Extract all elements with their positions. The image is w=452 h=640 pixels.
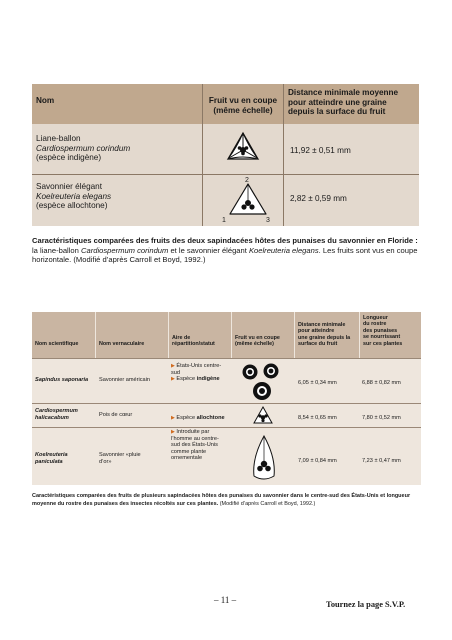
header-nom (32, 84, 202, 124)
header-aire-line1: Aire de (172, 335, 191, 341)
header-dist-line4: surface du fruit (298, 341, 338, 348)
header-vernacular-name (96, 312, 168, 358)
t2-row1-rostre: 6,88 ± 0,82 mm (362, 380, 401, 386)
t2-row3-aire-l5: ornementale (171, 455, 203, 462)
bullet-triangle-icon: ▶ (171, 363, 175, 369)
diagram-label-1: 1 (222, 217, 226, 224)
row1-common-name: Liane-ballon (36, 134, 81, 143)
t2-row3-aire-l2: l’homme au centre- (171, 435, 219, 442)
t2-row1-vern: Savonnier américain (99, 377, 150, 383)
t2-row2-aire (171, 415, 225, 422)
cardiospermum-fruit-section-diagram (225, 129, 261, 169)
caption1-bold: Caractéristiques comparées des fruits des deux sapindacées hôtes des punaises du savonnier en Floride : (32, 236, 418, 245)
t2-row3-sci-l1: Koelreuteria (35, 452, 68, 458)
t2-row2-statut-prefix: Espèce (176, 415, 197, 421)
t2-row3-aire-l1: Introduite par (176, 429, 210, 435)
header-fruit (203, 84, 283, 124)
row2-latin-name: Koelreuteria elegans (36, 191, 112, 201)
t2-row2-rostre: 7,80 ± 0,52 mm (362, 415, 401, 421)
t2-row3-vern-l1: Savonnier «pluie (99, 452, 141, 458)
t2-row2-sci (35, 408, 78, 421)
row-divider (32, 174, 419, 175)
sapindus-fruit-section-diagram (241, 362, 285, 402)
fruit-comparison-table-us (32, 312, 421, 485)
t2-row3-vern (99, 452, 141, 465)
header-aire-line2: répartition/statut (172, 341, 215, 348)
t2-row1-aire-l1: États-Unis centre- (176, 363, 222, 369)
caption2-bold: Caractéristiques comparées des fruits de plusieurs sapindacées hôtes des punaises du savonnier dans le centre-sud des États-Unis et longueur moyenne du rostre des punaises des insectes récoltés sur ces plantes. (32, 493, 411, 507)
row-divider (32, 403, 421, 404)
t2-row1-sci (35, 377, 88, 384)
header-fruit-line2: (même échelle) (213, 105, 273, 115)
vertical-divider (202, 84, 203, 226)
header-dist-line1: Distance minimale (298, 322, 346, 328)
caption1-text-c: . Les fruits sont vus en coupe horizontale. (Modifié d’après Carroll et Boyd, 1992.) (32, 245, 418, 265)
header-distance-line3: depuis la surface du fruit (288, 107, 386, 116)
caption1-text-a: la liane-ballon (32, 245, 81, 255)
bullet-triangle-icon: ▶ (171, 376, 175, 383)
header-distance-line1: Distance minimale moyenne (288, 88, 399, 97)
t2-row3-aire-l3: sud des États-Unis (171, 442, 218, 449)
header-min-distance (295, 312, 359, 358)
header-fruit-line1: Fruit vu en coupe (208, 96, 278, 105)
header-rostre-line2: du rostre (363, 321, 387, 328)
header-aire (169, 312, 231, 358)
header-vern-text: Nom vernaculaire (99, 341, 145, 347)
row2-distance: 2,82 ± 0,59 mm (290, 194, 347, 203)
koelreuteria-paniculata-fruit-section-diagram (250, 434, 278, 484)
row1-distance: 11,92 ± 0,51 mm (290, 146, 351, 155)
header-rostre-line1: Longueur (363, 315, 388, 321)
caption-table-2 (32, 492, 424, 508)
cardiospermum-halicacabum-fruit-section-diagram (252, 405, 274, 427)
bullet-triangle-icon: ▶ (171, 415, 175, 421)
fruit-comparison-table-florida (32, 84, 419, 226)
bullet-triangle-icon: ▶ (171, 429, 175, 435)
header-distance (284, 84, 419, 124)
caption-table-1 (32, 236, 424, 265)
t2-row3-vern-l2: d’or» (99, 458, 112, 465)
row1-name (36, 134, 196, 163)
header-fruit2-line1: Fruit vu en coupe (235, 335, 280, 341)
row1-status: (espèce indigène) (36, 153, 102, 163)
page-number: – 11 – (214, 595, 237, 605)
header-rostre-line5: sur ces plantes (363, 340, 403, 347)
t2-row1-statut-prefix: Espèce (176, 376, 197, 383)
header-fruit-section (232, 312, 294, 358)
turn-page-note: Tournez la page S.V.P. (326, 600, 406, 609)
header-rostrum-length (360, 312, 421, 358)
t2-row3-aire (171, 429, 219, 462)
t2-row2-sci-l2: halicacabum (35, 414, 69, 421)
header-rostre-line4: se nourrissant (363, 334, 401, 341)
header-scientific-name (32, 312, 95, 358)
caption1-latin-b: Koelreuteria elegans (248, 245, 319, 255)
t2-row2-sci-l1: Cardiospermum (35, 408, 78, 414)
t2-row1-aire-l2: sud (171, 369, 181, 376)
t2-row1-sci-text: Sapindus saponaria (35, 377, 89, 383)
t2-row3-rostre: 7,23 ± 0,47 mm (362, 458, 401, 464)
caption2-text: (Modifié d’après Carroll et Boyd, 1992.) (218, 501, 316, 507)
header-dist-line2: pour atteindre (298, 328, 335, 335)
row-divider (32, 427, 421, 428)
caption1-text-b: et le savonnier élégant (168, 245, 249, 255)
header-nom-text: Nom (36, 96, 55, 105)
t2-row3-aire-l4: comme plante (171, 448, 207, 455)
header-fruit2-line2: (même échelle) (235, 341, 274, 348)
t2-row1-aire (171, 363, 221, 383)
header-rostre-line3: des punaises (363, 327, 398, 334)
header-distance-line2: pour atteindre une graine (288, 97, 387, 107)
t2-row2-dist: 8,54 ± 0,65 mm (298, 415, 337, 421)
row2-common-name: Savonnier élégant (36, 182, 103, 191)
t2-row2-vern: Pois de cœur (99, 412, 133, 418)
header-dist-line3: une graine depuis la (298, 334, 351, 341)
row1-latin-name: Cardiospermum corindum (36, 143, 131, 153)
diagram-label-2: 2 (245, 177, 249, 184)
row-divider (32, 358, 421, 359)
t2-row1-statut: indigène (196, 376, 220, 383)
caption1-latin-a: Cardiospermum corindum (80, 245, 169, 255)
t2-row3-dist: 7,09 ± 0,84 mm (298, 458, 337, 464)
diagram-label-3: 3 (266, 217, 270, 224)
row2-name (36, 182, 196, 211)
t2-row3-sci (35, 452, 68, 465)
row2-status: (espèce allochtone) (36, 201, 108, 211)
t2-row1-dist: 6,05 ± 0,34 mm (298, 380, 337, 386)
t2-row2-statut: allochtone (196, 415, 225, 421)
koelreuteria-fruit-section-diagram (220, 176, 284, 224)
t2-row3-sci-l2: paniculata (35, 458, 63, 465)
header-sci-text: Nom scientifique (35, 341, 79, 347)
